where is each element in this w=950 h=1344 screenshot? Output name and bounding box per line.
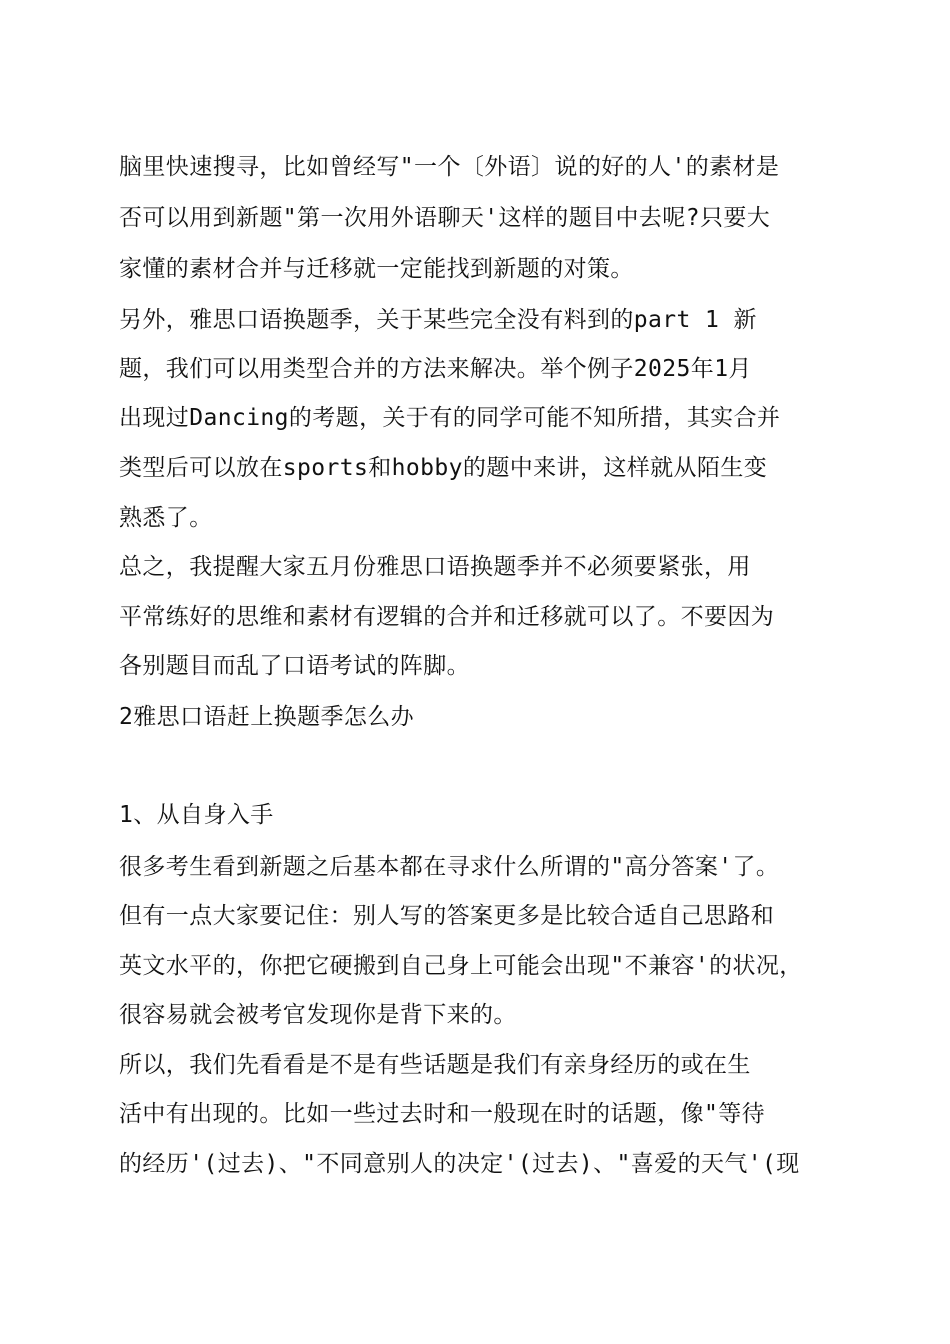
paragraph-line: 题，我们可以用类型合并的方法来解决。举个例子2025年1月 — [119, 356, 752, 382]
paragraph-line: 熟悉了。 — [119, 505, 213, 531]
paragraph-line: 的经历'(过去)、"不同意别人的决定'(过去)、"喜爱的天气'(现 — [119, 1151, 800, 1177]
subsection-heading: 1、从自身入手 — [119, 802, 274, 828]
paragraph-line: 脑里快速搜寻，比如曾经写"一个〔外语〕说的好的人'的素材是 — [119, 154, 780, 180]
paragraph-line: 很容易就会被考官发现你是背下来的。 — [119, 1002, 517, 1028]
paragraph-line: 各别题目而乱了口语考试的阵脚。 — [119, 653, 470, 679]
paragraph-line: 出现过Dancing的考题，关于有的同学可能不知所措，其实合并 — [119, 405, 781, 431]
paragraph-line: 英文水平的，你把它硬搬到自己身上可能会出现"不兼容'的状况， — [119, 953, 803, 979]
paragraph-line: 总之，我提醒大家五月份雅思口语换题季并不必须要紧张，用 — [119, 554, 751, 580]
paragraph-line: 很多考生看到新题之后基本都在寻求什么所谓的"高分答案'了。 — [119, 854, 780, 880]
paragraph-line: 否可以用到新题"第一次用外语聊天'这样的题目中去呢?只要大 — [119, 205, 771, 231]
paragraph-line: 但有一点大家要记住：别人写的答案更多是比较合适自己思路和 — [119, 903, 775, 929]
paragraph-line: 平常练好的思维和素材有逻辑的合并和迁移就可以了。不要因为 — [119, 604, 775, 630]
paragraph-line: 活中有出现的。比如一些过去时和一般现在时的话题，像"等待 — [119, 1101, 766, 1127]
paragraph-line: 所以，我们先看看是不是有些话题是我们有亲身经历的或在生 — [119, 1052, 751, 1078]
paragraph-line: 家懂的素材合并与迁移就一定能找到新题的对策。 — [119, 256, 634, 282]
paragraph-line: 另外，雅思口语换题季，关于某些完全没有料到的part 1 新 — [119, 307, 757, 333]
paragraph-line: 类型后可以放在sports和hobby的题中来讲，这样就从陌生变 — [119, 455, 768, 481]
section-heading: 2雅思口语赶上换题季怎么办 — [119, 704, 415, 730]
